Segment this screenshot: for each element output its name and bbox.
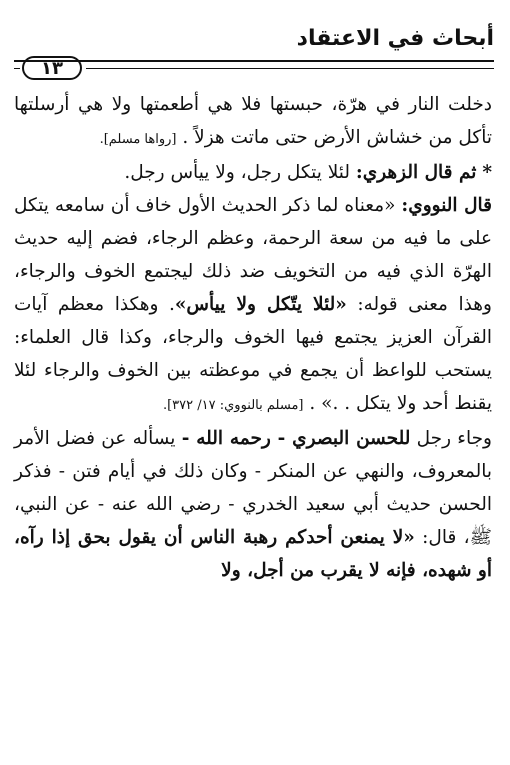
page-number-rule-right (86, 68, 494, 69)
paragraph-text: يسأله عن فضل الأمر بالمعروف، والنهي عن المنكر - وكان ذلك في أيام فتن - فذكر الحسن حديث أبي سعيد الخدري - رضي الله عنه - عن النبي، ﷺ، قال: (14, 428, 492, 548)
bold-quote: «لا يمنعن أحدكم رهبة الناس أن يقول بحق إذا رآه، أو شهده، فإنه لا يقرب من أجل، ولا (14, 527, 492, 581)
citation: [مسلم بالنووي: ١٧/ ٣٧٢]. (162, 398, 304, 413)
paragraph-hadith-cat (14, 88, 492, 156)
paragraph-hasan (14, 422, 492, 587)
paragraph-zuhri (14, 156, 492, 189)
paragraph-text: وجاء رجل (410, 428, 492, 449)
page-number: ١٣ (22, 56, 82, 80)
page-number-bar (14, 56, 494, 82)
citation: [رواها مسلم]. (99, 132, 177, 147)
book-title: أبحاث في الاعتقاد (296, 26, 494, 51)
paragraph-text: دخلت النار في هرّة، حبستها فلا هي أطعمتها ولا هي أرسلتها تأكل من خشاش الأرض حتى ماتت هزلاً . (14, 94, 492, 148)
bold-name: للحسن البصري - رحمه الله - (181, 428, 411, 449)
paragraph-text: «معناه لما ذكر الحديث الأول خاف أن سامعه يتكل على ما فيه من سعة الرحمة، وعظم الرجاء، فضم إليه حديث الهرّة الذي فيه من التخويف ضد ذلك ليجتمع الخوف والرجاء، وهذا معنى قوله: (14, 195, 492, 315)
speaker-lead: ثم قال الزهري: (355, 162, 477, 183)
paragraph-text: . وهكذا معظم آيات القرآن العزيز يجتمع فيها الخوف والرجاء، وكذا قال العلماء: يستحب للواعظ أن يجمع في موعظته بين الخوف والرجاء لئلا يقنط أحد ولا يتكل . .» . (14, 294, 493, 414)
paragraph-text: لئلا يتكل رجل، ولا ييأس رجل. (124, 162, 356, 183)
bold-quote: «لئلا يتّكل ولا ييأس» (174, 294, 347, 315)
page-number-rule-left (14, 68, 20, 69)
star-bullet: * (482, 162, 492, 183)
speaker-lead: قال النووي: (401, 195, 492, 216)
paragraph-nawawi (14, 189, 492, 422)
page-body (14, 88, 492, 587)
